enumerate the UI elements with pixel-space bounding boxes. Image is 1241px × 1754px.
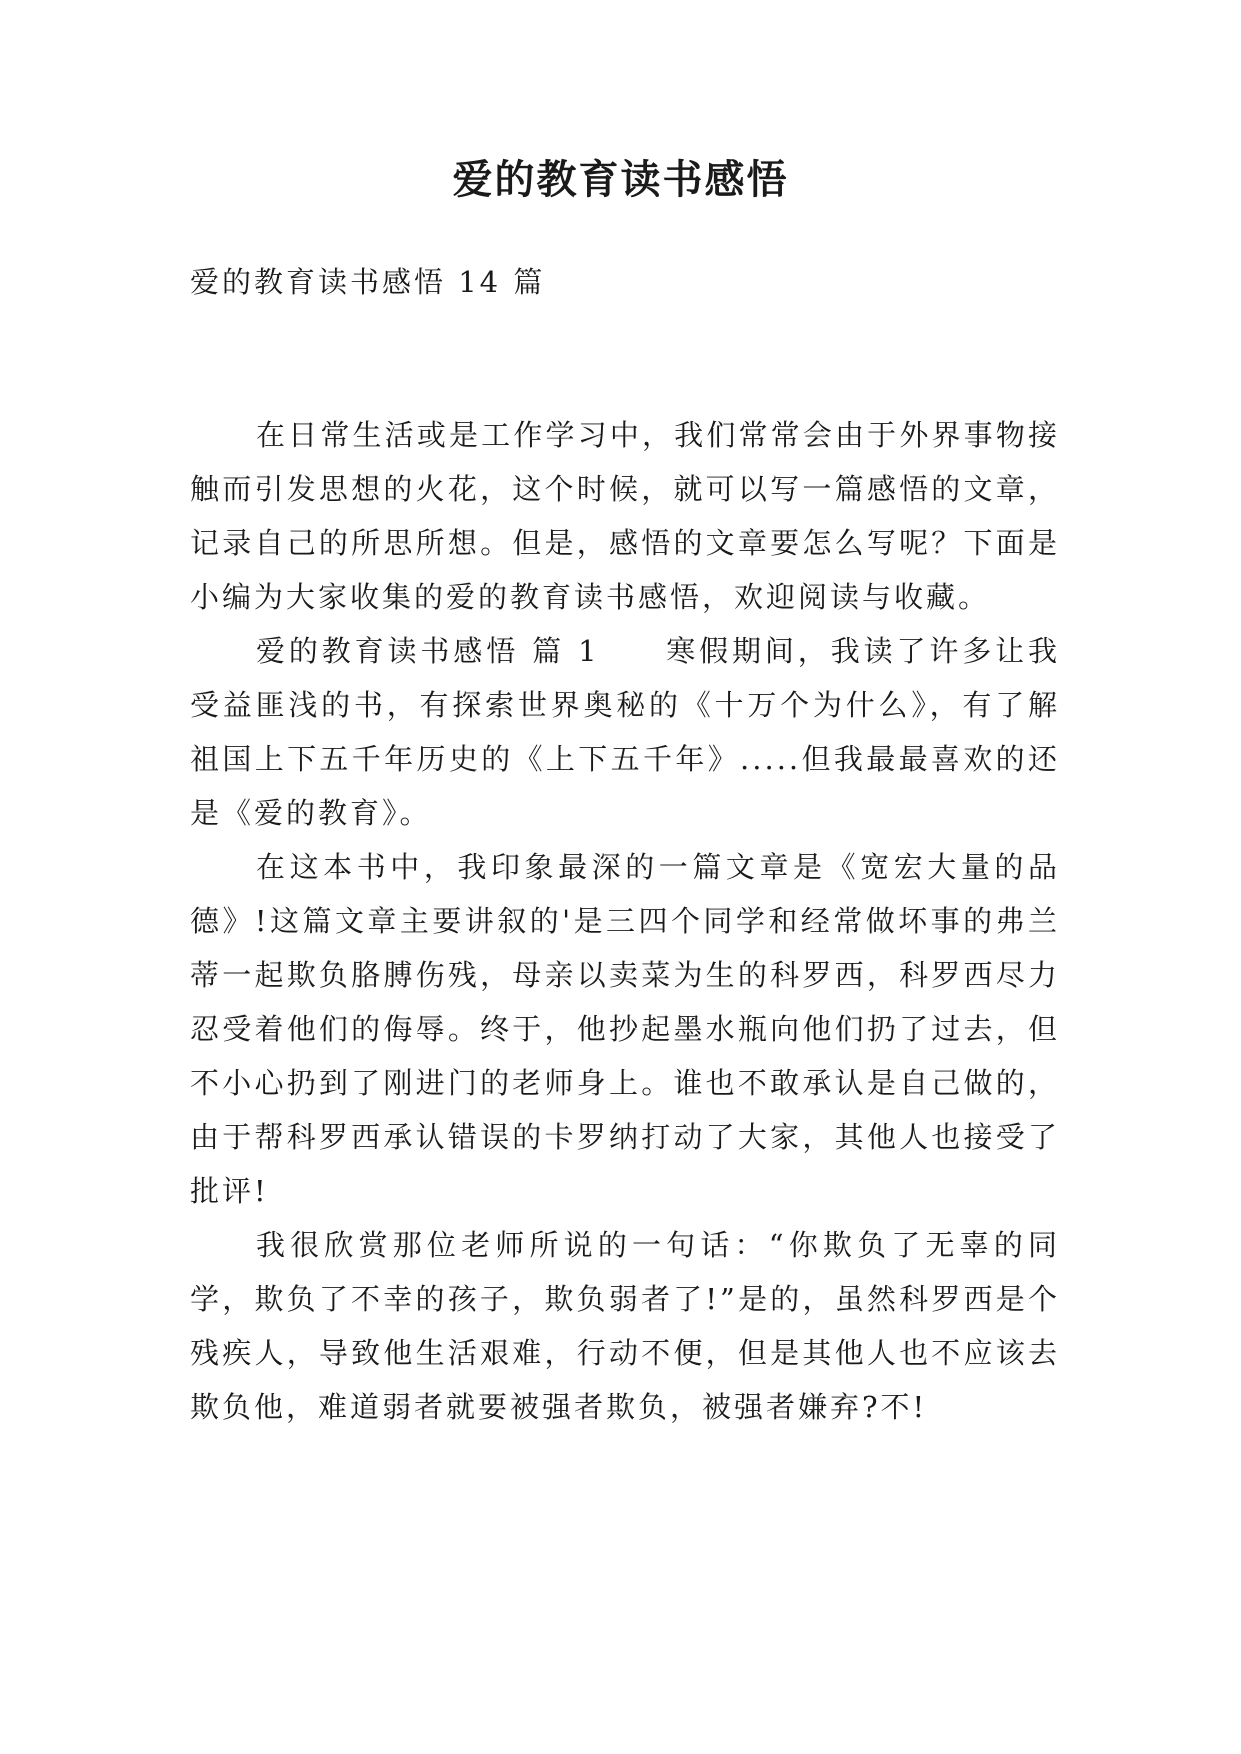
paragraph-reflection: 我很欣赏那位老师所说的一句话：“你欺负了无辜的同学，欺负了不幸的孩子，欺负弱者了!”是的，虽然科罗西是个残疾人，导致他生活艰难，行动不便，但是其他人也不应该去欺负他，难道弱者就要被强者欺负，被强者嫌弃?不! <box>190 1228 1060 1424</box>
paragraph-chapter-1: 爱的教育读书感悟 篇 1 寒假期间，我读了许多让我受益匪浅的书，有探索世界奥秘的《十万个为什么》，有了解祖国上下五千年历史的《上下五千年》.....但我最最喜欢的还是《爱的教育》。 <box>190 634 1060 830</box>
document-subtitle: 爱的教育读书感悟 14 篇 <box>190 265 546 299</box>
paragraph-story: 在这本书中，我印象最深的一篇文章是《宽宏大量的品德》!这篇文章主要讲叙的'是三四个同学和经常做坏事的弗兰蒂一起欺负胳膊伤残，母亲以卖菜为生的科罗西，科罗西尽力忍受着他们的侮辱。终于，他抄起墨水瓶向他们扔了过去，但不小心扔到了刚进门的老师身上。谁也不敢承认是自己做的，由于帮科罗西承认错误的卡罗纳打动了大家，其他人也接受了批评! <box>190 850 1060 1208</box>
paragraph-intro: 在日常生活或是工作学习中，我们常常会由于外界事物接触而引发思想的火花，这个时候，就可以写一篇感悟的文章，记录自己的所思所想。但是，感悟的文章要怎么写呢？下面是小编为大家收集的爱的教育读书感悟，欢迎阅读与收藏。 <box>190 418 1060 614</box>
document-title: 爱的教育读书感悟 <box>452 156 789 203</box>
document-body <box>190 408 1060 1434</box>
